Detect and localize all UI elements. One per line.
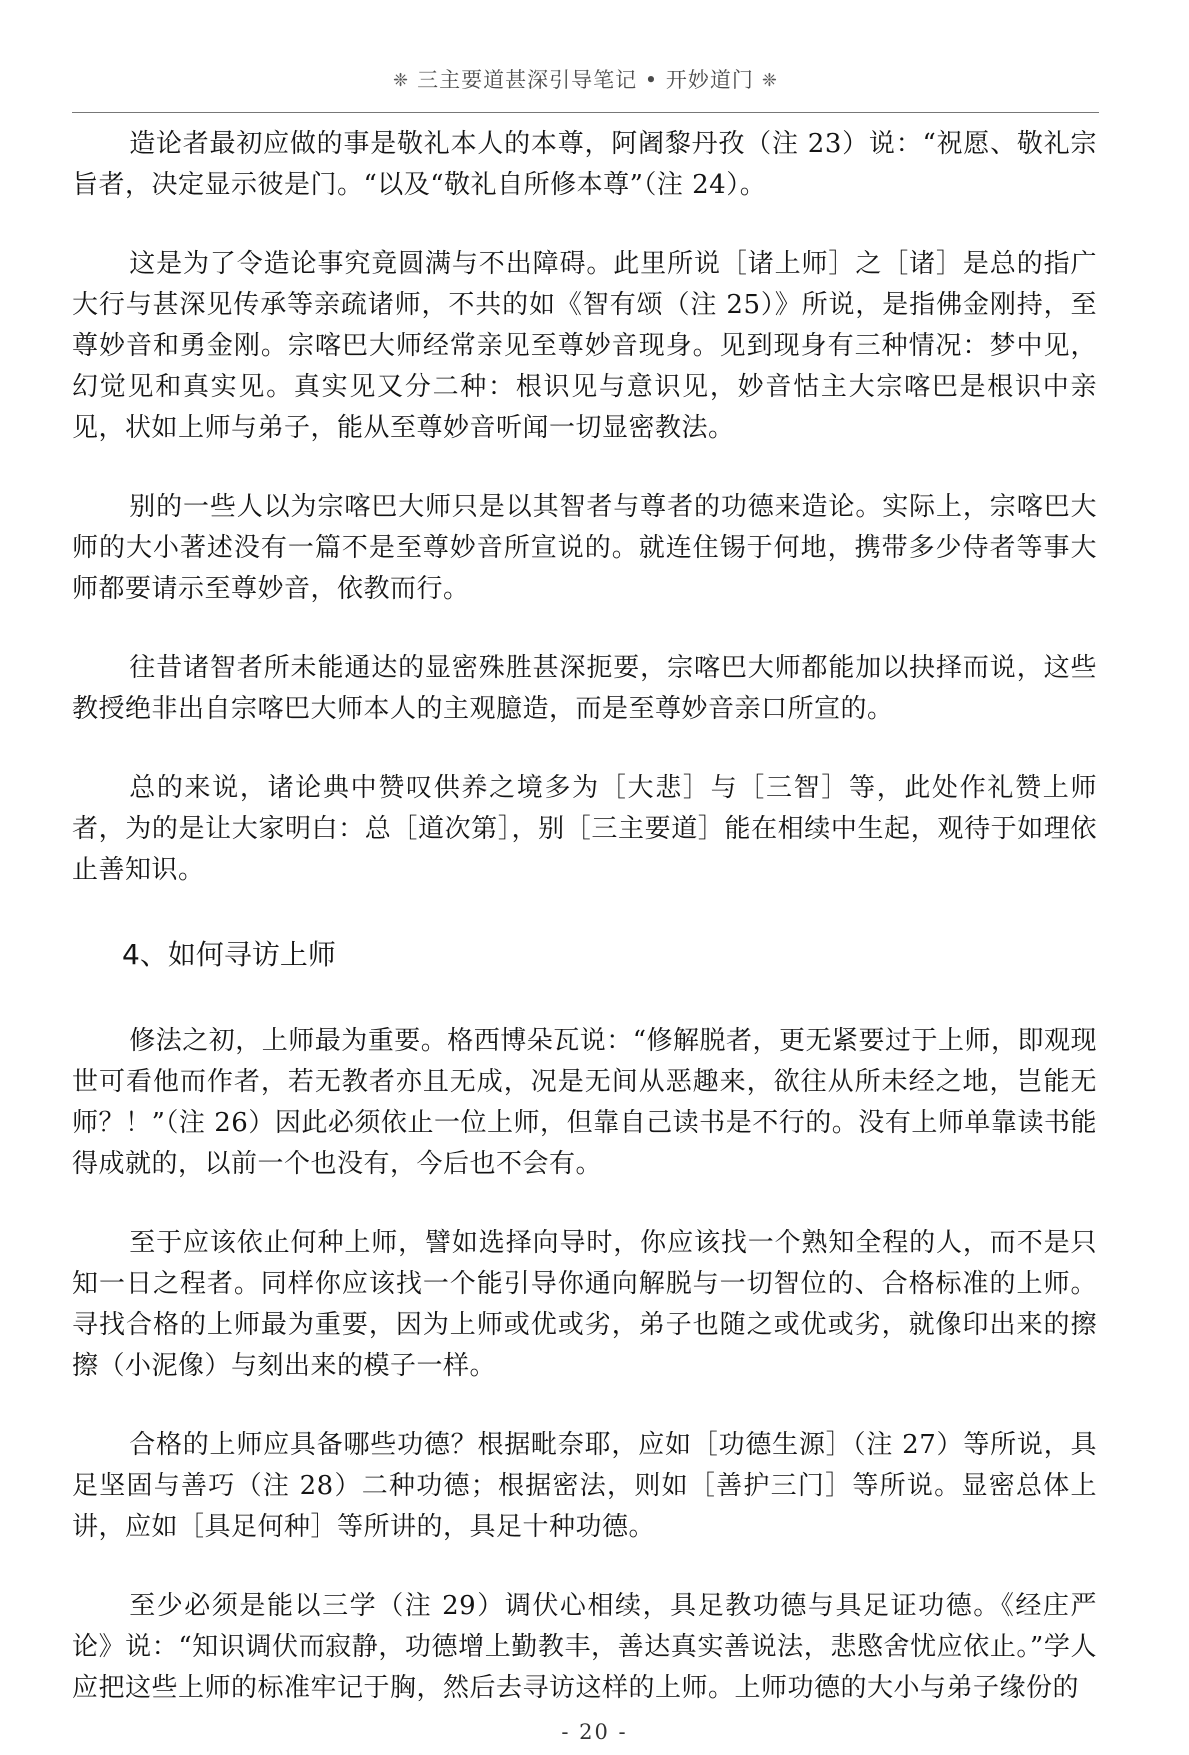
paragraph: 造论者最初应做的事是敬礼本人的本尊，阿阇黎丹孜（注 23）说：“祝愿、敬礼宗旨者，决定显示彼是门。“以及“敬礼自所修本尊”（注 24）。 [72,129,1097,200]
body-text [72,124,1097,1747]
page-number: - 20 - [561,1720,628,1744]
header-ornament-left-icon: ❈ [393,70,410,91]
paragraph: 至于应该依止何种上师，譬如选择向导时，你应该找一个熟知全程的人，而不是只知一日之程者。同样你应该找一个能引导你通向解脱与一切智位的、合格标准的上师。寻找合格的上师最为重要，因为上师或优或劣，弟子也随之或优或劣，就像印出来的擦擦（小泥像）与刻出来的模子一样。 [72,1228,1097,1381]
paragraph: 合格的上师应具备哪些功德？根据毗奈耶，应如［功德生源］（注 27）等所说，具足坚固与善巧（注 28）二种功德；根据密法，则如［善护三门］等所说。显密总体上讲，应如［具足何种］等所讲的，具足十种功德。 [72,1430,1097,1542]
section-heading: 4、如何寻访上师 [122,938,336,971]
paragraph: 这是为了令造论事究竟圆满与不出障碍。此里所说［诸上师］之［诸］是总的指广大行与甚深见传承等亲疏诸师，不共的如《智有颂（注 25）》所说，是指佛金刚持，至尊妙音和勇金刚。宗喀巴大师经常亲见至尊妙音现身。见到现身有三种情况：梦中见，幻觉见和真实见。真实见又分二种：根识见与意识见，妙音怙主大宗喀巴是根识中亲见，状如上师与弟子，能从至尊妙音听闻一切显密教法。 [72,249,1097,443]
header-ornament-right-icon: ❈ [761,70,778,91]
header-title: 三主要道甚深引导笔记 • 开妙道门 [417,68,754,92]
header-divider [72,112,1099,113]
paragraph: 总的来说，诸论典中赞叹供养之境多为［大悲］与［三智］等，此处作礼赞上师者，为的是让大家明白：总［道次第］，别［三主要道］能在相续中生起，观待于如理依止善知识。 [72,773,1097,885]
running-header [72,64,1099,104]
paragraph: 修法之初，上师最为重要。格西博朵瓦说：“修解脱者，更无紧要过于上师，即观现世可看他而作者，若无教者亦且无成，况是无间从恶趣来，欲往从所未经之地，岂能无师？！”（注 26）因此必须依止一位上师，但靠自己读书是不行的。没有上师单靠读书能得成就的，以前一个也没有，今后也不会有。 [72,1026,1097,1179]
paragraph: 至少必须是能以三学（注 29）调伏心相续，具足教功德与具足证功德。《经庄严论》说：“知识调伏而寂静，功德增上勤教丰，善达真实善说法，悲愍舍忧应依止。”学人应把这些上师的标准牢记于胸，然后去寻访这样的上师。上师功德的大小与弟子缘份的 [72,1591,1097,1703]
paragraph: 往昔诸智者所未能通达的显密殊胜甚深扼要，宗喀巴大师都能加以抉择而说，这些教授绝非出自宗喀巴大师本人的主观臆造，而是至尊妙音亲口所宣的。 [72,653,1097,724]
paragraph: 别的一些人以为宗喀巴大师只是以其智者与尊者的功德来造论。实际上，宗喀巴大师的大小著述没有一篇不是至尊妙音所宣说的。就连住锡于何地，携带多少侍者等事大师都要请示至尊妙音，依教而行。 [72,492,1097,604]
